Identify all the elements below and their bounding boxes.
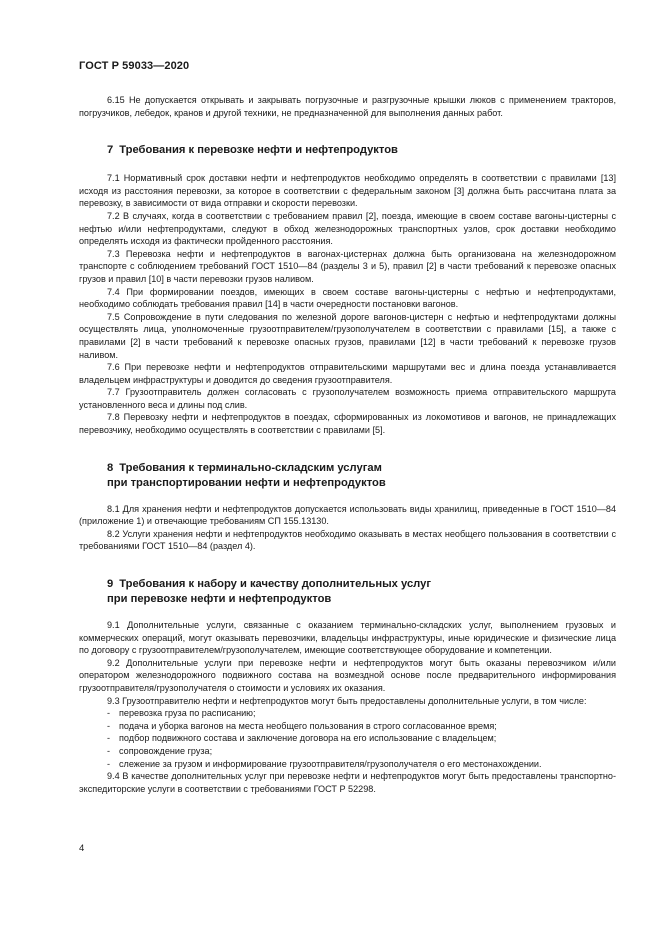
page-content	[79, 94, 616, 795]
dash-marker: -	[107, 745, 111, 756]
paragraph-9-1: 9.1 Дополнительные услуги, связанные с оказанием терминально-складских услуг, выполнением грузовых и коммерческих операций, могут оказывать перевозчики, владельцы инфраструктуры, иные юридические и физические лица по договору с грузоотправителем/грузополучателем, имеющие соответствующее оборудование и компетенции.	[79, 620, 616, 656]
section-8-title-line-2: при транспортировании нефти и нефтепродуктов	[107, 476, 386, 489]
paragraph-7-6: 7.6 При перевозке нефти и нефтепродуктов отправительскими маршрутами вес и длина поезда устанавливается владельцем инфраструктуры и доводится до сведения грузоотправителя.	[79, 362, 616, 385]
paragraph-8-1: 8.1 Для хранения нефти и нефтепродуктов допускается использовать виды хранилищ, приведенные в ГОСТ 1510—84 (приложение 1) и отвечающие требованиям СП 155.13130.	[79, 503, 616, 527]
paragraph-7-3: 7.3 Перевозка нефти и нефтепродуктов в вагонах-цистернах должна быть организована на железнодорожном транспорте с соблюдением требований ГОСТ 1510—84 (разделы 3 и 5), правил [2] в части требований к перевозке опасных грузов и правил [10] в части перевозки грузов наливом.	[79, 248, 616, 284]
paragraph-8-2: 8.2 Услуги хранения нефти и нефтепродуктов необходимо оказывать в местах необщего пользования в соответствии с требованиями ГОСТ 1510—84 (раздел 4).	[79, 528, 616, 552]
dash-marker: -	[107, 720, 111, 731]
section-9-heading	[79, 577, 616, 592]
section-9-title-line-1: Требования к набору и качеству дополнительных услуг	[119, 578, 432, 591]
section-9-heading-cont	[79, 592, 616, 607]
list-item: - слежение за грузом и информирование грузоотправителя/грузополучателя о его местонахождении.	[107, 758, 542, 769]
section-8-heading-cont	[79, 476, 616, 491]
page-number: 4	[79, 843, 85, 854]
paragraph-7-4: 7.4 При формировании поездов, имеющих в своем составе вагоны-цистерны с нефтью и нефтепродуктами, необходимо соблюдать требования правил [14] в части очередности постановки вагонов.	[79, 286, 616, 310]
paragraph-7-1: 7.1 Нормативный срок доставки нефти и нефтепродуктов необходимо определять в соответствии с правилами [13] исходя из расстояния перевозки, за которое в соответствии с федеральным законом [3] должна быть рассчитана плата за перевозку, в зависимости от вида отправки и скорости перевозки.	[79, 173, 616, 209]
list-item: - подбор подвижного состава и заключение договора на его использование с владельцем;	[107, 733, 497, 744]
list-item: - подача и уборка вагонов на места необщего пользования в строго согласованное время;	[107, 720, 497, 731]
paragraph-7-7: 7.7 Грузоотправитель должен согласовать с грузополучателем возможность приема отправительского маршрута установленного веса и длины под слив.	[79, 387, 616, 410]
paragraph-9-2: 9.2 Дополнительные услуги при перевозке нефти и нефтепродуктов могут быть оказаны перевозчиком и/или оператором железнодорожного подвижного состава на возмездной основе после предварительного информирования грузоотправителя/грузополучателя о стоимости и условиях их оказания.	[79, 657, 616, 693]
section-8-heading	[79, 461, 616, 476]
section-8-title-line-1: Требования к терминально-складским услугам	[119, 461, 382, 474]
list-item: - сопровождение груза;	[107, 745, 213, 756]
dash-marker: -	[107, 708, 111, 719]
section-7-title: Требования к перевозке нефти и нефтепродуктов	[119, 144, 398, 157]
paragraph-7-8: 7.8 Перевозку нефти и нефтепродуктов в поездах, сформированных из локомотивов и вагонов, не принадлежащих перевозчику, необходимо осуществлять в соответствии с правилами [5].	[79, 412, 616, 436]
document-header: ГОСТ Р 59033—2020	[79, 60, 190, 72]
paragraph-9-4: 9.4 В качестве дополнительных услуг при перевозке нефти и нефтепродуктов могут быть предоставлены транспортно-экспедиторские услуги в соответствии с требованиями ГОСТ Р 52298.	[79, 771, 616, 794]
section-8-number: 8	[107, 461, 114, 474]
dash-marker: -	[107, 733, 111, 744]
paragraph-7-2: 7.2 В случаях, когда в соответствии с требованием правил [2], поезда, имеющие в своем составе вагоны-цистерны с нефтью и/или нефтепродуктами, следуют в обход железнодорожных транспортных узлов, срок доставки необходимо определять исходя из фактически пройденного расстояния.	[79, 210, 616, 247]
paragraph-6-15: 6.15 Не допускается открывать и закрывать погрузочные и разгрузочные крышки люков с применением тракторов, погрузчиков, лебедок, кранов и другой техники, не предназначенной для выполнения данных работ.	[79, 95, 616, 118]
section-9-title-line-2: при перевозке нефти и нефтепродуктов	[107, 593, 332, 606]
section-9-number: 9	[107, 578, 114, 591]
section-7-heading	[79, 143, 616, 158]
paragraph-9-3: 9.3 Грузоотправителю нефти и нефтепродуктов могут быть предоставлены дополнительные услуги, в том числе:	[107, 695, 587, 706]
paragraph-7-5: 7.5 Сопровождение в пути следования по железной дороге вагонов-цистерн с нефтью и нефтепродуктами должны осуществлять лица, уполномоченные грузоотправителем/грузополучателем в соответствии с правилами [15], а также с правилами [2] в части требований к перевозке опасных грузов, правилами [12] в части требований к перевозке грузов наливом.	[79, 311, 616, 360]
dash-marker: -	[107, 758, 111, 769]
list-item: - перевозка груза по расписанию;	[107, 708, 256, 719]
section-7-number: 7	[107, 144, 114, 157]
